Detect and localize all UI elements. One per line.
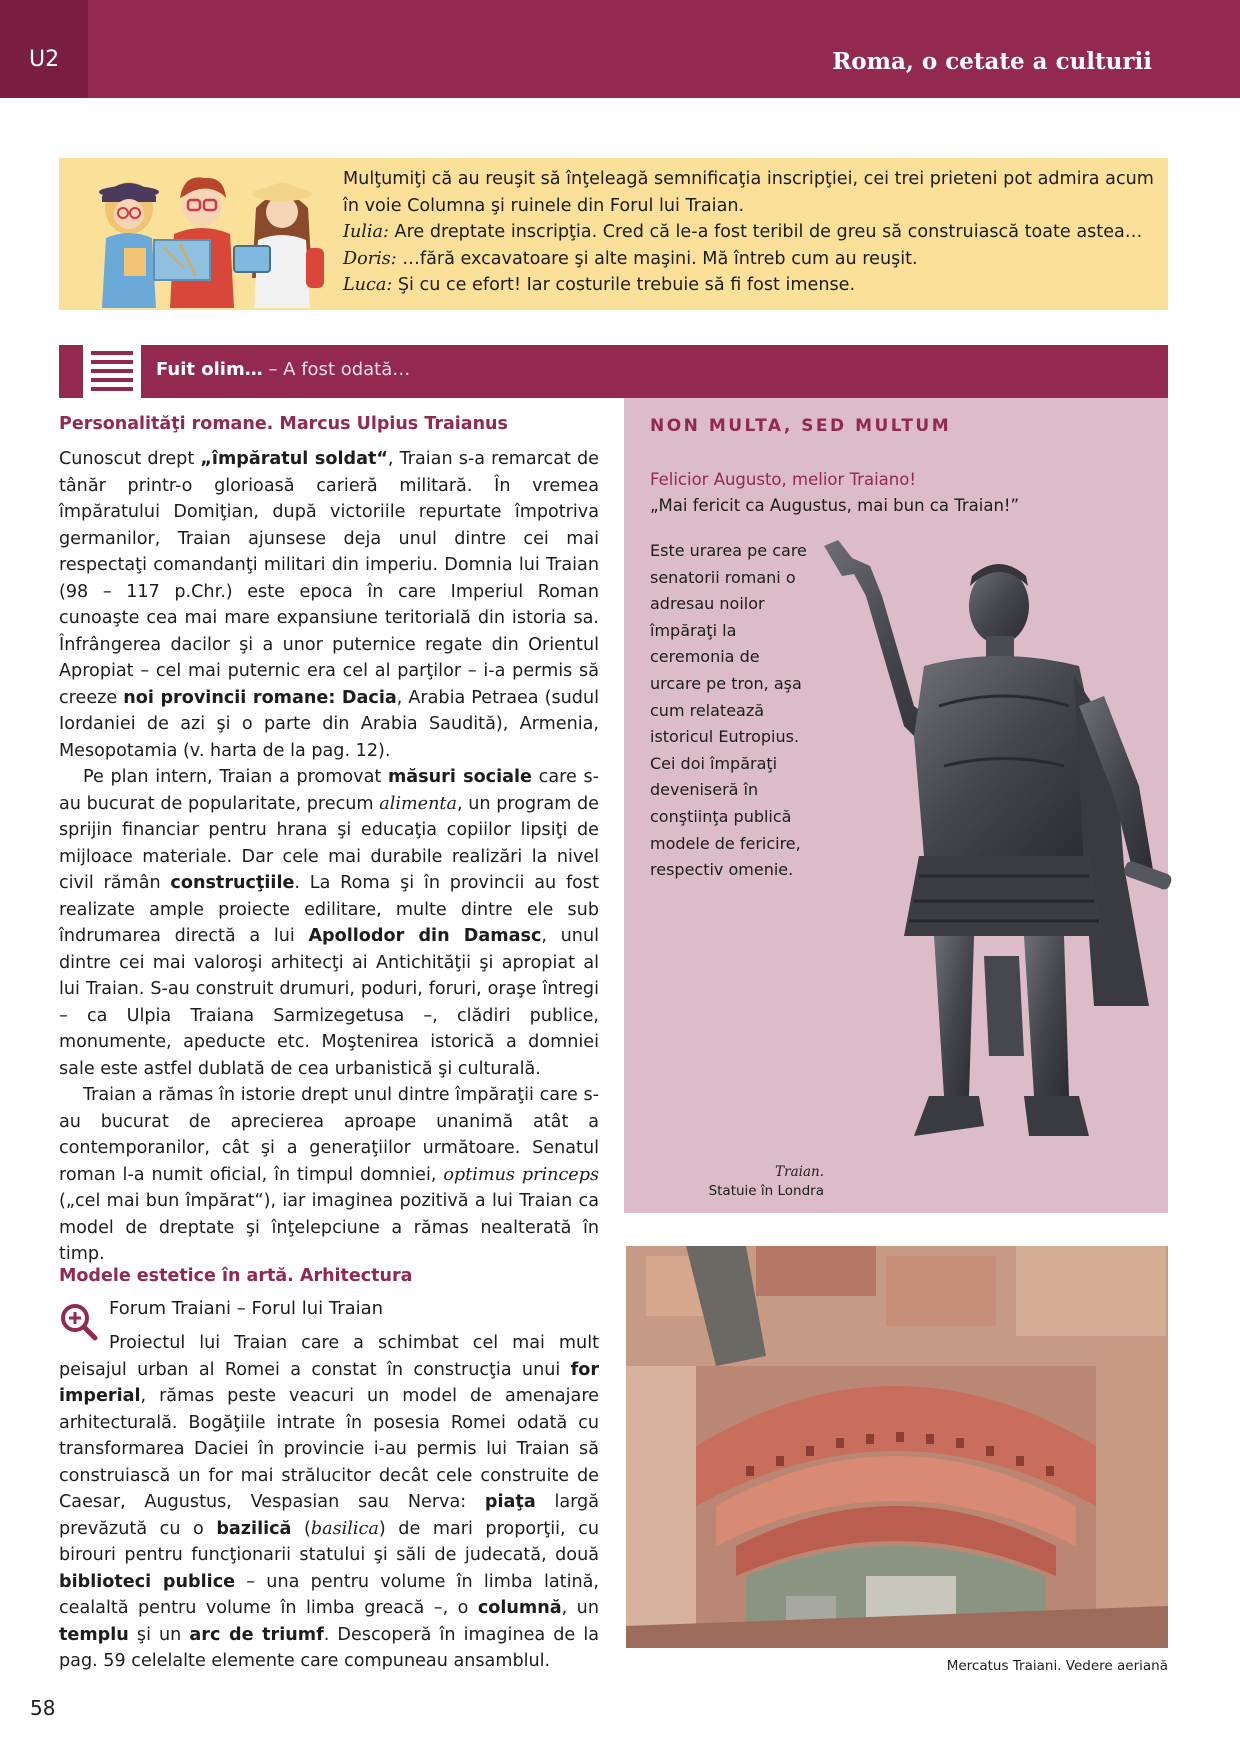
dialogue-text: Are dreptate inscripţia. Cred că le-a fost teribil de greu să construiască toate astea… xyxy=(394,222,1143,242)
forum-row xyxy=(59,1298,599,1330)
latin-quote: Felicior Augusto, melior Traiano! xyxy=(650,470,916,489)
friends-illustration xyxy=(84,168,324,308)
quote-sidebar xyxy=(624,398,1168,1213)
forum-title: Forum Traiani – Forul lui Traian xyxy=(109,1298,384,1319)
intro-paragraph: Mulţumiţi că au reuşit să înţeleagă semnificaţia inscripţiei, cei trei prieteni pot admira acum în voie Columna şi ruinele din Forul lui Traian. xyxy=(343,169,1154,216)
chapter-title: Roma, o cetate a culturii xyxy=(832,48,1152,75)
top-bar xyxy=(0,0,1240,98)
intro-text xyxy=(343,166,1155,299)
dialogue-text: …fără excavatoare şi alte maşini. Mă întreb cum au reuşit. xyxy=(402,248,918,269)
section-architecture xyxy=(59,1266,599,1675)
speaker-name: Doris: xyxy=(343,248,397,269)
banner-title-bold: Fuit olim… xyxy=(156,359,263,380)
dialogue-text: Şi cu ce efort! Iar costurile trebuie să fi fost imense. xyxy=(397,275,856,295)
caption-sub: Statuie în Londra xyxy=(708,1183,824,1199)
list-icon xyxy=(83,345,141,398)
unit-label: U2 xyxy=(29,47,60,72)
paragraph: Traian a rămas în istorie drept unul dintre împăraţii care s-au bucurat de aprecierea aproape unanimă atât a contemporanilor, cât şi a generaţiilor următoare. Senatul roman l-a numit oficial, în timpul domniei, optimus princeps („cel mai bun împărat“), iar imaginea pozitivă a lui Traian ca model de dreptate şi înţelepciune a rămas nealterată în timp. xyxy=(59,1085,600,1264)
aerial-caption: Mercatus Traiani. Vedere aeriană xyxy=(946,1658,1168,1674)
dialogue-line xyxy=(343,272,1155,299)
zoom-in-icon xyxy=(59,1302,99,1342)
banner-title xyxy=(156,359,410,380)
section-banner xyxy=(59,345,1168,398)
section-heading: Personalităţi romane. Marcus Ulpius Traianus xyxy=(59,414,508,434)
dialogue-line xyxy=(343,219,1155,246)
sidebar-body: Este urarea pe care senatorii romani o adresau noilor împăraţi la ceremonia de urcare pe tron, aşa cum relatează istoricul Eutropius. Cei doi împăraţi deveniseră în conştiinţa publică modele de fericire, respectiv omenie. xyxy=(650,541,807,880)
section-body xyxy=(59,1330,599,1675)
statue-photo xyxy=(794,536,1174,1206)
paragraph: Proiectul lui Traian care a schimbat cel mai mult peisajul urban al Romei a constat în construcţia unui for imperial, rămas peste veacuri un model de amenajare arhitecturală. Bogăţiile intrate în posesia Romei odată cu transformarea Daciei în provincie i-au permis lui Traian să construiască un for mai strălucitor decât cele construite de Caesar, Augustus, Vespasian sau Nerva: piaţa largă prevăzută cu o bazilică (basilica) de mari proporţii, cu birouri pentru funcţionarii statului şi săli de judecată, două biblioteci publice – una pentru volume în limba latină, cealaltă pentru volume în limba greacă –, o columnă, un templu şi un arc de triumf. Descoperă în imaginea de la pag. 59 celelalte elemente care compuneau ansamblul. xyxy=(59,1333,599,1671)
section-heading: Modele estetice în artă. Arhitectura xyxy=(59,1266,413,1286)
speaker-name: Iulia: xyxy=(343,222,389,242)
page-number: 58 xyxy=(30,1696,56,1720)
aerial-photo xyxy=(626,1246,1168,1648)
quote-translation: „Mai fericit ca Augustus, mai bun ca Traian!” xyxy=(650,496,1020,515)
unit-tab xyxy=(0,0,88,98)
sidebar-heading: NON MULTA, SED MULTUM xyxy=(650,416,952,436)
speaker-name: Luca: xyxy=(343,275,393,295)
section-body xyxy=(59,446,599,1268)
intro-box xyxy=(59,158,1168,310)
caption-title: Traian. xyxy=(775,1164,824,1180)
section-trajan xyxy=(59,414,599,1268)
paragraph: Cunoscut drept „împăratul soldat“, Traian s-a remarcat de tânăr printr-o glorioasă carieră militară. În vremea împăratului Domiţian, după victoriile repurtate împotriva germanilor, Traian ajunsese deja unul dintre cei mai respectaţi comandanţi militari din imperiu. Domnia lui Traian (98 – 117 p.Chr.) este epoca în care Imperiul Roman cunoaşte cea mai mare expansiune teritorială din istoria sa. Înfrângerea dacilor şi a unor puternice regate din Orientul Apropiat – cel mai puternic era cel al parţilor – i-a permis să creeze noi provincii romane: Dacia, Arabia Petraea (sudul Iordaniei de azi şi o parte din Arabia Saudită), Armenia, Mesopotamia (v. harta de la pag. 12). xyxy=(59,449,599,761)
statue-caption xyxy=(664,1163,824,1201)
banner-title-rest: – A fost odată… xyxy=(268,359,411,380)
paragraph: Pe plan intern, Traian a promovat măsuri sociale care s-au bucurat de popularitate, precum alimenta, un program de sprijin financiar pentru hrana şi educaţia copiilor lipsiţi de mijloace materiale. Dar cele mai durabile realizări la nivel civil rămân construcţiile. La Roma şi în provincii au fost realizate ample proiecte edilitare, multe dintre ele sub îndrumarea directă a lui Apollodor din Damasc, unul dintre cei mai valoroşi arhitecţi ai Antichităţii şi apropiat al lui Traian. S-au construit drumuri, poduri, foruri, oraşe întregi – ca Ulpia Traiana Sarmizegetusa –, clădiri publice, monumente, apeducte etc. Moştenirea istorică a domniei sale este astfel dublată de cea urbanistică şi culturală. xyxy=(59,767,600,1079)
dialogue-line xyxy=(343,246,1155,273)
